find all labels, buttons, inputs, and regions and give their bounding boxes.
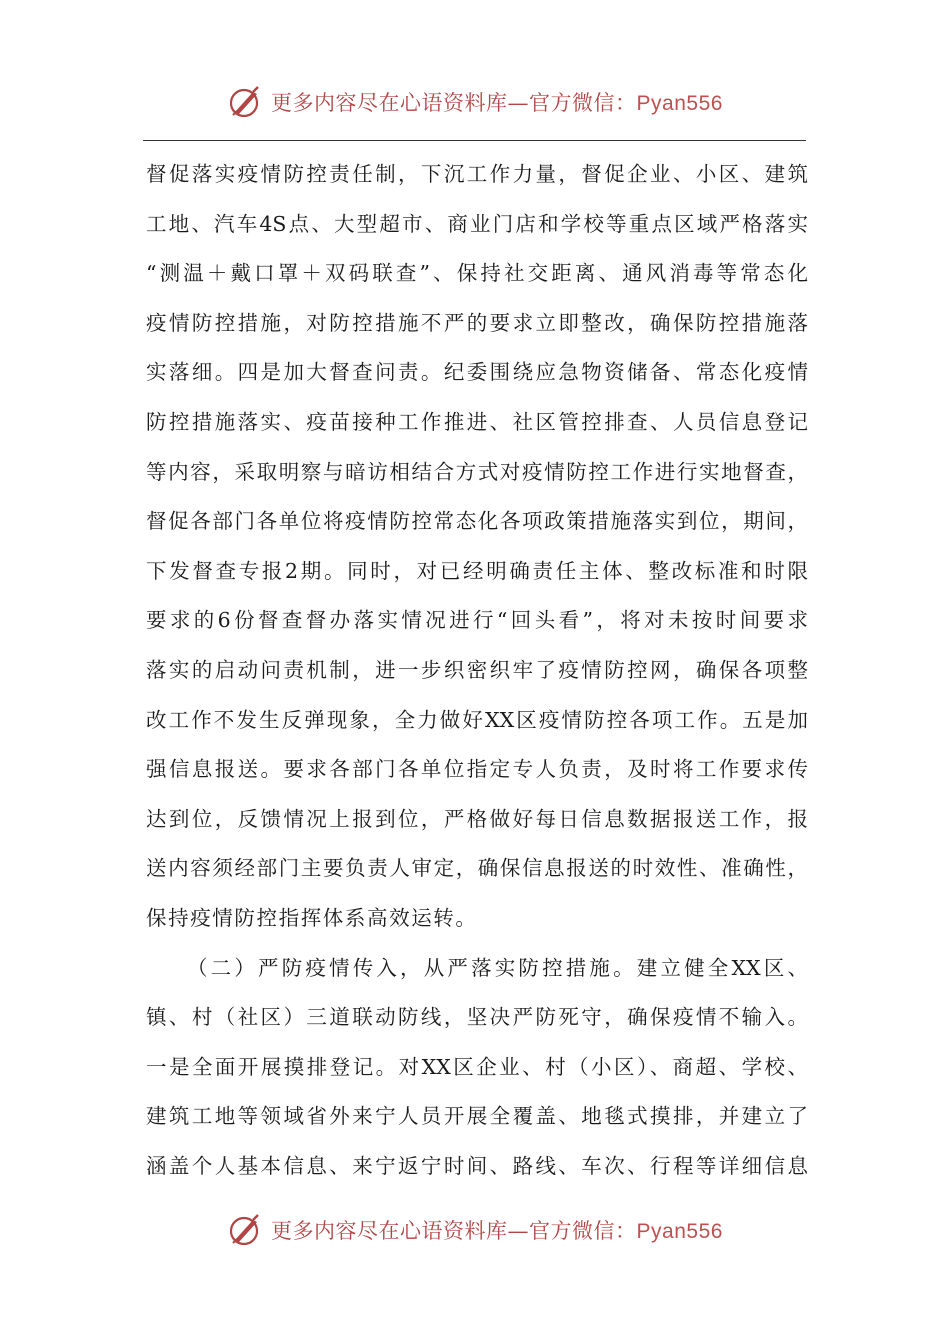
text-line: 一是全面开展摸排登记。对XX区企业、村（小区）、商超、学校、 xyxy=(146,1054,808,1079)
header-divider xyxy=(143,140,806,141)
header-banner xyxy=(0,80,950,124)
text-line: 建筑工地等领域省外来宁人员开展全覆盖、地毯式摸排，并建立了 xyxy=(146,1104,808,1129)
text-line: 涵盖个人基本信息、来宁返宁时间、路线、车次、行程等详细信息 xyxy=(146,1153,808,1178)
text-line: “测温＋戴口罩＋双码联查”、保持社交距离、通风消毒等常态化 xyxy=(146,261,808,286)
pen-logo-icon xyxy=(227,84,263,120)
text-line: 达到位，反馈情况上报到位，严格做好每日信息数据报送工作，报 xyxy=(146,806,808,831)
document-body xyxy=(146,150,808,1191)
header-site-text: 更多内容尽在心语资料库—官方微信： xyxy=(271,91,637,115)
text-line: 落实的启动问责机制，进一步织密织牢了疫情防控网，确保各项整 xyxy=(146,657,808,682)
text-line: 送内容须经部门主要负责人审定，确保信息报送的时效性、准确性， xyxy=(146,856,808,881)
text-line: 实落细。四是加大督查问责。纪委围绕应急物资储备、常态化疫情 xyxy=(146,360,808,385)
text-line-paragraph-end: 保持疫情防控指挥体系高效运转。 xyxy=(146,905,478,930)
text-line: 工地、汽车4S点、大型超市、商业门店和学校等重点区域严格落实 xyxy=(146,211,808,236)
text-line: 督促各部门各单位将疫情防控常态化各项政策措施落实到位，期间， xyxy=(146,509,808,534)
text-line: 要求的6份督查督办落实情况进行“回头看”，将对未按时间要求 xyxy=(146,608,808,633)
text-line: 等内容，采取明察与暗访相结合方式对疫情防控工作进行实地督查， xyxy=(146,459,808,484)
footer-site-text: 更多内容尽在心语资料库—官方微信： xyxy=(271,1219,637,1243)
text-line-section-heading: （二）严防疫情传入，从严落实防控措施。建立健全XX区、 xyxy=(187,955,808,980)
header-banner-text xyxy=(271,87,723,117)
text-line: 疫情防控措施，对防控措施不严的要求立即整改，确保防控措施落 xyxy=(146,310,808,335)
text-line: 镇、村（社区）三道联动防线，坚决严防死守，确保疫情不输入。 xyxy=(146,1005,808,1030)
text-line: 改工作不发生反弹现象，全力做好XX区疫情防控各项工作。五是加 xyxy=(146,707,808,732)
footer-banner-text xyxy=(271,1215,723,1245)
footer-wechat-id: Pyan556 xyxy=(636,1220,723,1243)
pen-logo-icon xyxy=(227,1212,263,1248)
text-line: 督促落实疫情防控责任制，下沉工作力量，督促企业、小区、建筑 xyxy=(146,162,808,186)
text-line: 下发督查专报2期。同时，对已经明确责任主体、整改标准和时限 xyxy=(146,558,808,583)
text-line: 防控措施落实、疫苗接种工作推进、社区管控排查、人员信息登记 xyxy=(146,409,808,434)
text-line: 强信息报送。要求各部门各单位指定专人负责，及时将工作要求传 xyxy=(146,757,808,782)
header-wechat-id: Pyan556 xyxy=(636,92,723,115)
footer-banner xyxy=(0,1208,950,1252)
